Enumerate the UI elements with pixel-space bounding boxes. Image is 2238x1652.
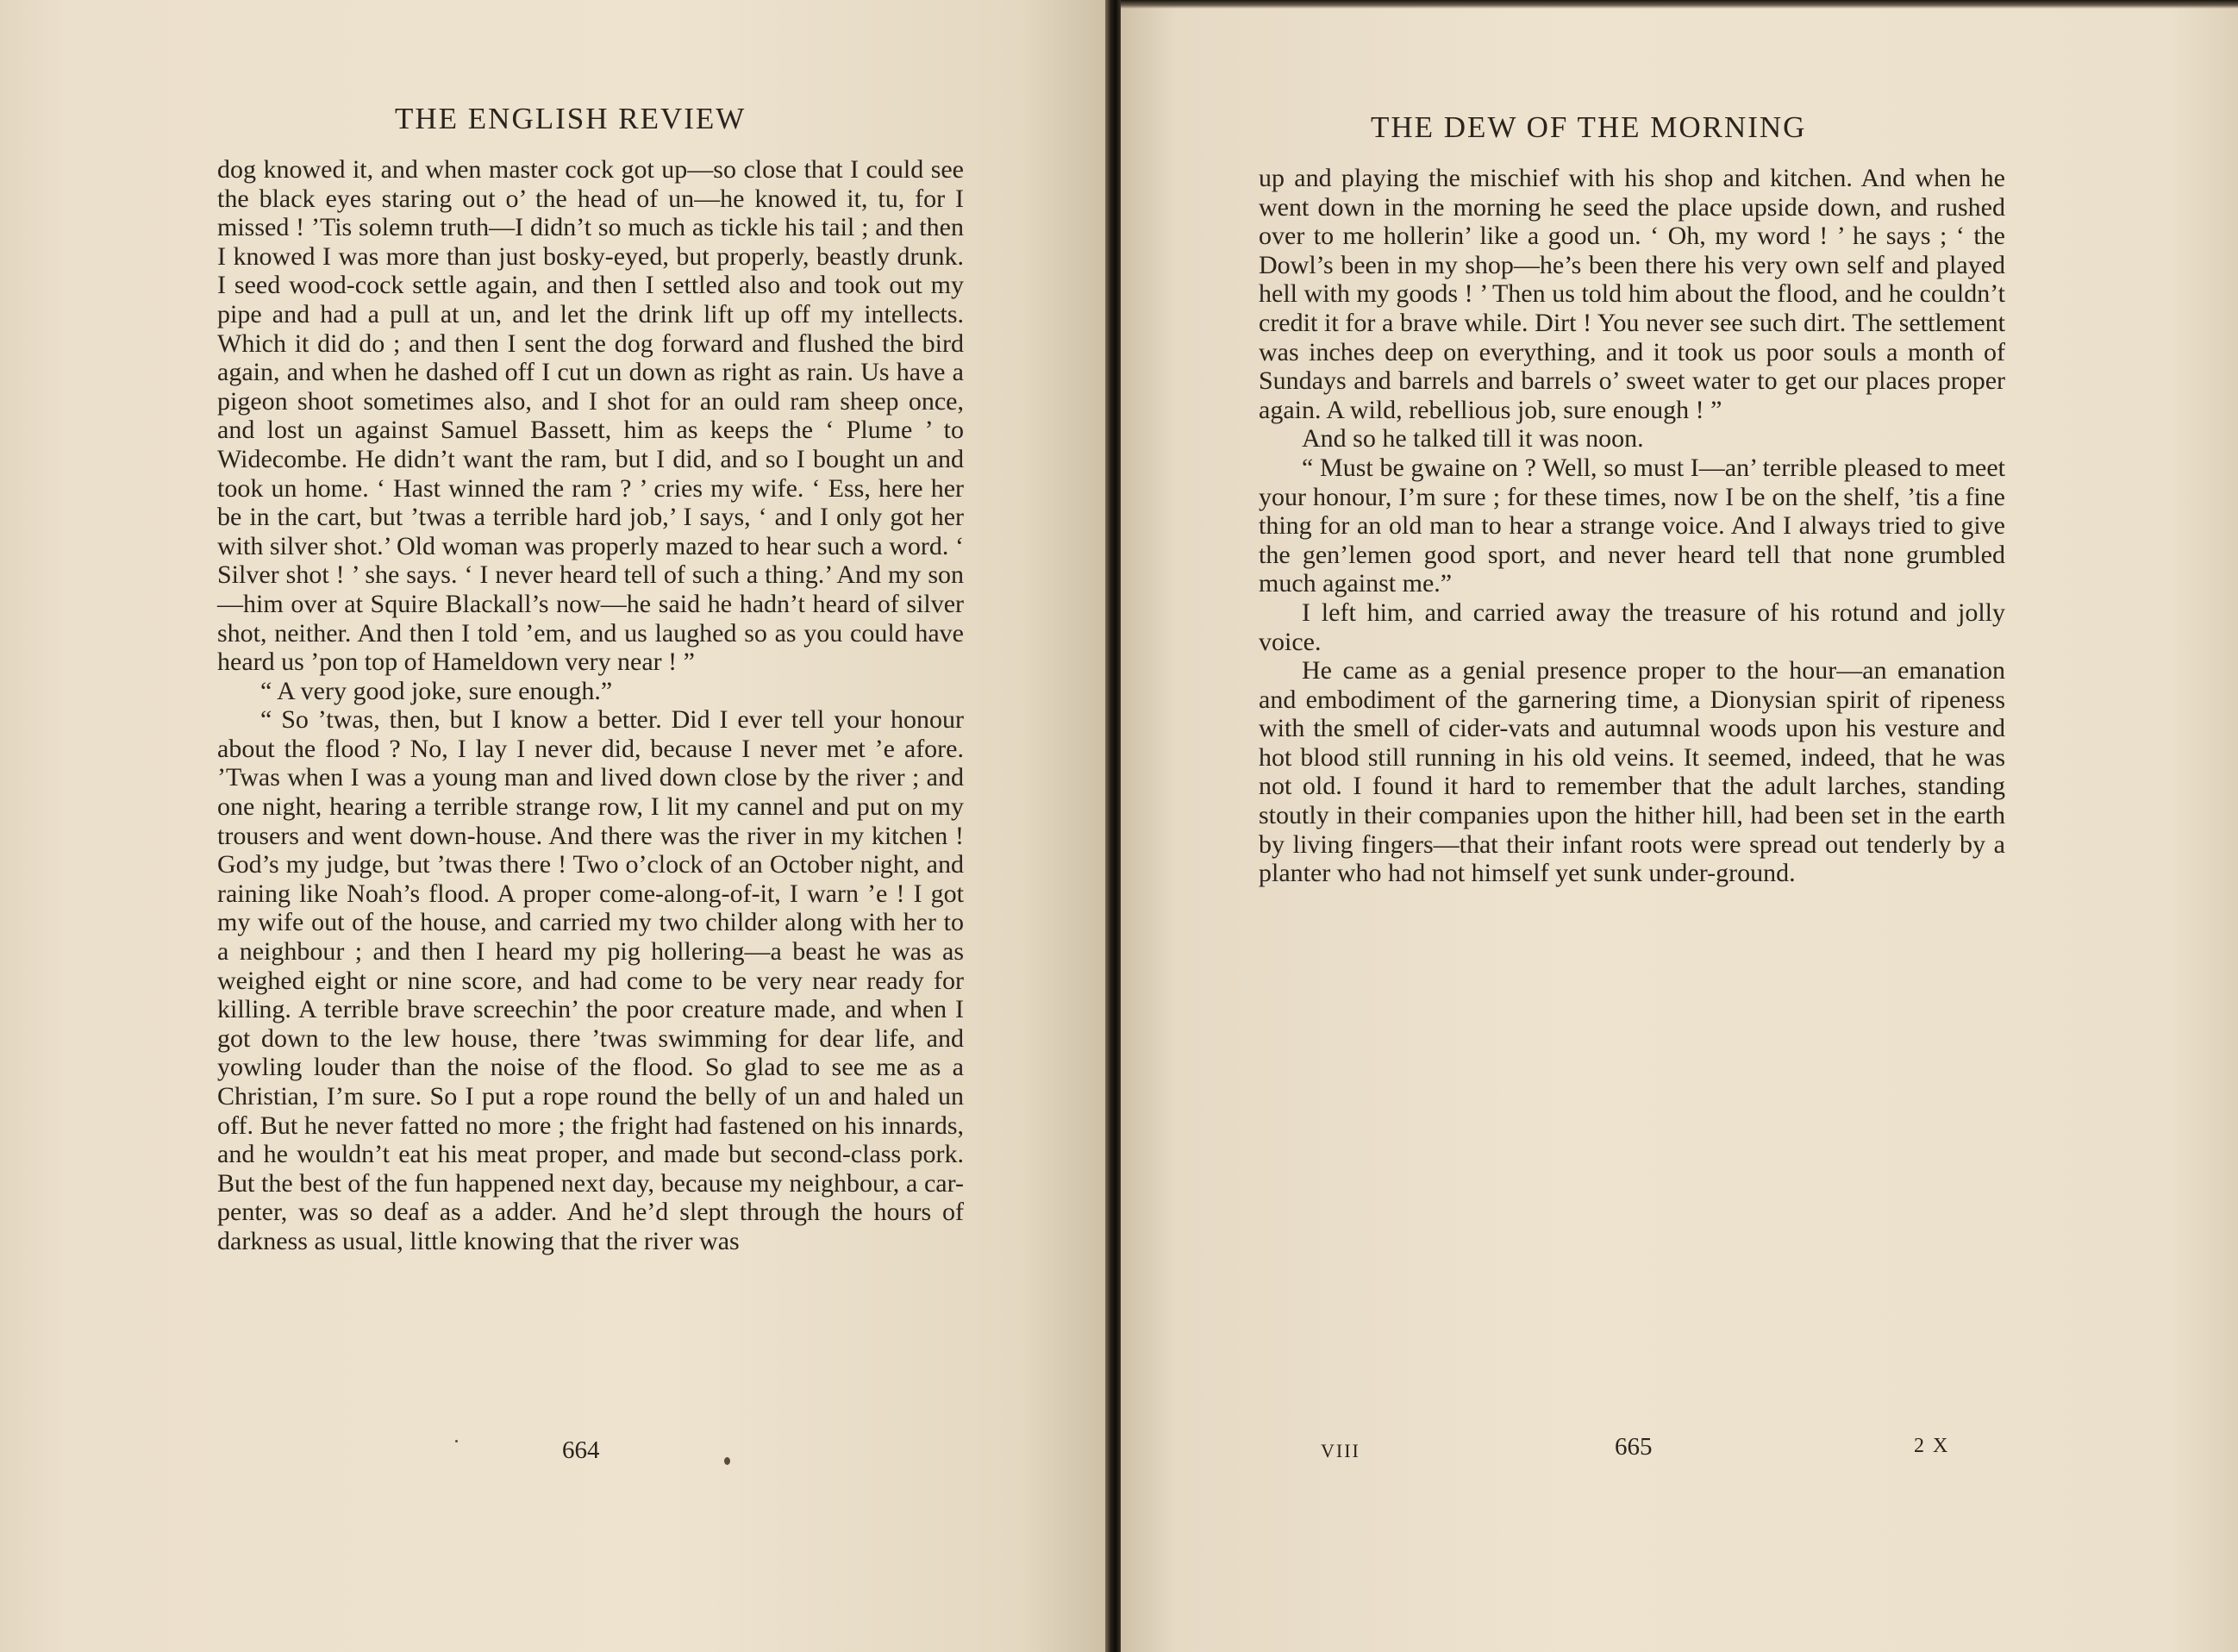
body-text <box>217 155 964 1256</box>
running-head: THE DEW OF THE MORNING <box>1371 110 1807 144</box>
paper-speck <box>455 1440 458 1442</box>
paragraph: up and playing the mischief with his shop and kitchen. And when he went down in the morning he seed the place upside down, and rushed over to me hollerin’ like a good un. ‘ Oh, my word ! ’ he says ; ‘ the Dowl’s been in my shop—he’s been there his very own self and played hell with my goods ! ’ Then us told him about the flood, and he couldn’t credit it for a brave while. Dirt ! You never see such dirt. The settlement was inches deep on everything, and it took us poor souls a month of Sundays and barrels and barrels o’ sweet water to get our places proper again. A wild, rebellious job, sure enough ! ” <box>1259 164 2005 424</box>
paragraph: I left him, and carried away the treasure of his rotund and jolly voice. <box>1259 598 2005 656</box>
paragraph: He came as a genial presence proper to the hour—an emanation and embodiment of the garnering time, a Dionysian spirit of ripeness with the smell of cider-vats and autumnal woods upon his vesture and hot blood still running in his old veins. It seemed, indeed, that he was not old. I found it hard to remember that the adult larches, standing stoutly in their companies upon the hither hill, had been set in the earth by living fingers—that their infant roots were spread out tenderly by a planter who had not himself yet sunk under-ground. <box>1259 656 2005 888</box>
signature-mark: VIII <box>1321 1440 1360 1461</box>
left-page <box>0 0 1110 1652</box>
paragraph: And so he talked till it was noon. <box>1302 424 1644 454</box>
paragraph: dog knowed it, and when master cock got up—so close that I could see the black eyes staring out o’ the head of un—he knowed it, tu, for I missed ! ’Tis solemn truth—I didn’t so much as tickle his tail ; and then I knowed I was more than just bosky-eyed, but properly, beastly drunk. I seed wood-cock settle again, and then I settled also and took out my pipe and had a pull at un, and let the drink lift up off my intellects. Which it did do ; and then I sent the dog forward and flushed the bird again, and when he dashed off I cut un down as right as rain. Us have a pigeon shoot sometimes also, and I shot for an ould ram sheep once, and lost un against Samuel Bassett, him as keeps the ‘ Plume ’ to Widecombe. He didn’t want the ram, but I did, and so I bought un and took un home. ‘ Hast winned the ram ? ’ cries my wife. ‘ Ess, here her be in the cart, but ’twas a terrible hard job,’ I says, ‘ and I only got her with silver shot.’ Old woman was properly mazed to hear such a word. ‘ Silver shot ! ’ she says. ‘ I never heard tell of such a thing.’ And my son—him over at Squire Blackall’s now—he said he hadn’t heard of silver shot, neither. And then I told ’em, and us laughed so as you could have heard us ’pon top of Hameldown very near ! ” <box>217 155 964 677</box>
gathering-mark: 2 X <box>1914 1435 1950 1457</box>
running-head: THE ENGLISH REVIEW <box>395 102 747 135</box>
paragraph: “ A very good joke, sure enough.” <box>260 676 613 705</box>
paragraph: “ So ’twas, then, but I know a better. Did I ever tell your honour about the flood ? No, I lay I never did, because I never met ’e afore. ’Twas when I was a young man and lived down close by the river ; and one night, hearing a terrible strange row, I lit my cannel and put on my trousers and went down-house. And there was the river in my kitchen ! God’s my judge, but ’twas there ! Two o’clock of an October night, and raining like Noah’s flood. A proper come-along-of-it, I warn ’e ! I got my wife out of the house, and carried my two childer along with her to a neighbour ; and then I heard my pig hollering—a beast he was as weighed eight or nine score, and had come to be very near ready for killing. A terrible brave screechin’ the poor creature made, and when I got down to the lew house, there ’twas swimming for dear life, and yowling louder than the noise of the flood. So glad to see me as a Christian, I’m sure. So I put a rope round the belly of un and haled un off. But he never fatted no more ; the fright had fastened on his innards, and he wouldn’t eat his meat proper, and made but second-class pork. But the best of the fun happened next day, because my neighbour, a car-penter, was so deaf as a adder. And he’d slept through the hours of darkness as usual, little knowing that the river was <box>217 705 964 1255</box>
page-number: 664 <box>562 1436 600 1464</box>
page-number: 665 <box>1615 1433 1653 1461</box>
page-edge-shadow <box>1121 0 2238 9</box>
paragraph: “ Must be gwaine on ? Well, so must I—an’ terrible pleased to meet your honour, I’m sure ; for these times, now I be on the shelf, ’tis a fine thing for an old man to hear a strange voice. And I always tried to give the gen’lemen good sport, and never heard tell that none grumbled much against me.” <box>1259 453 2005 598</box>
paper-speck <box>724 1457 730 1465</box>
body-text <box>1259 164 2005 888</box>
